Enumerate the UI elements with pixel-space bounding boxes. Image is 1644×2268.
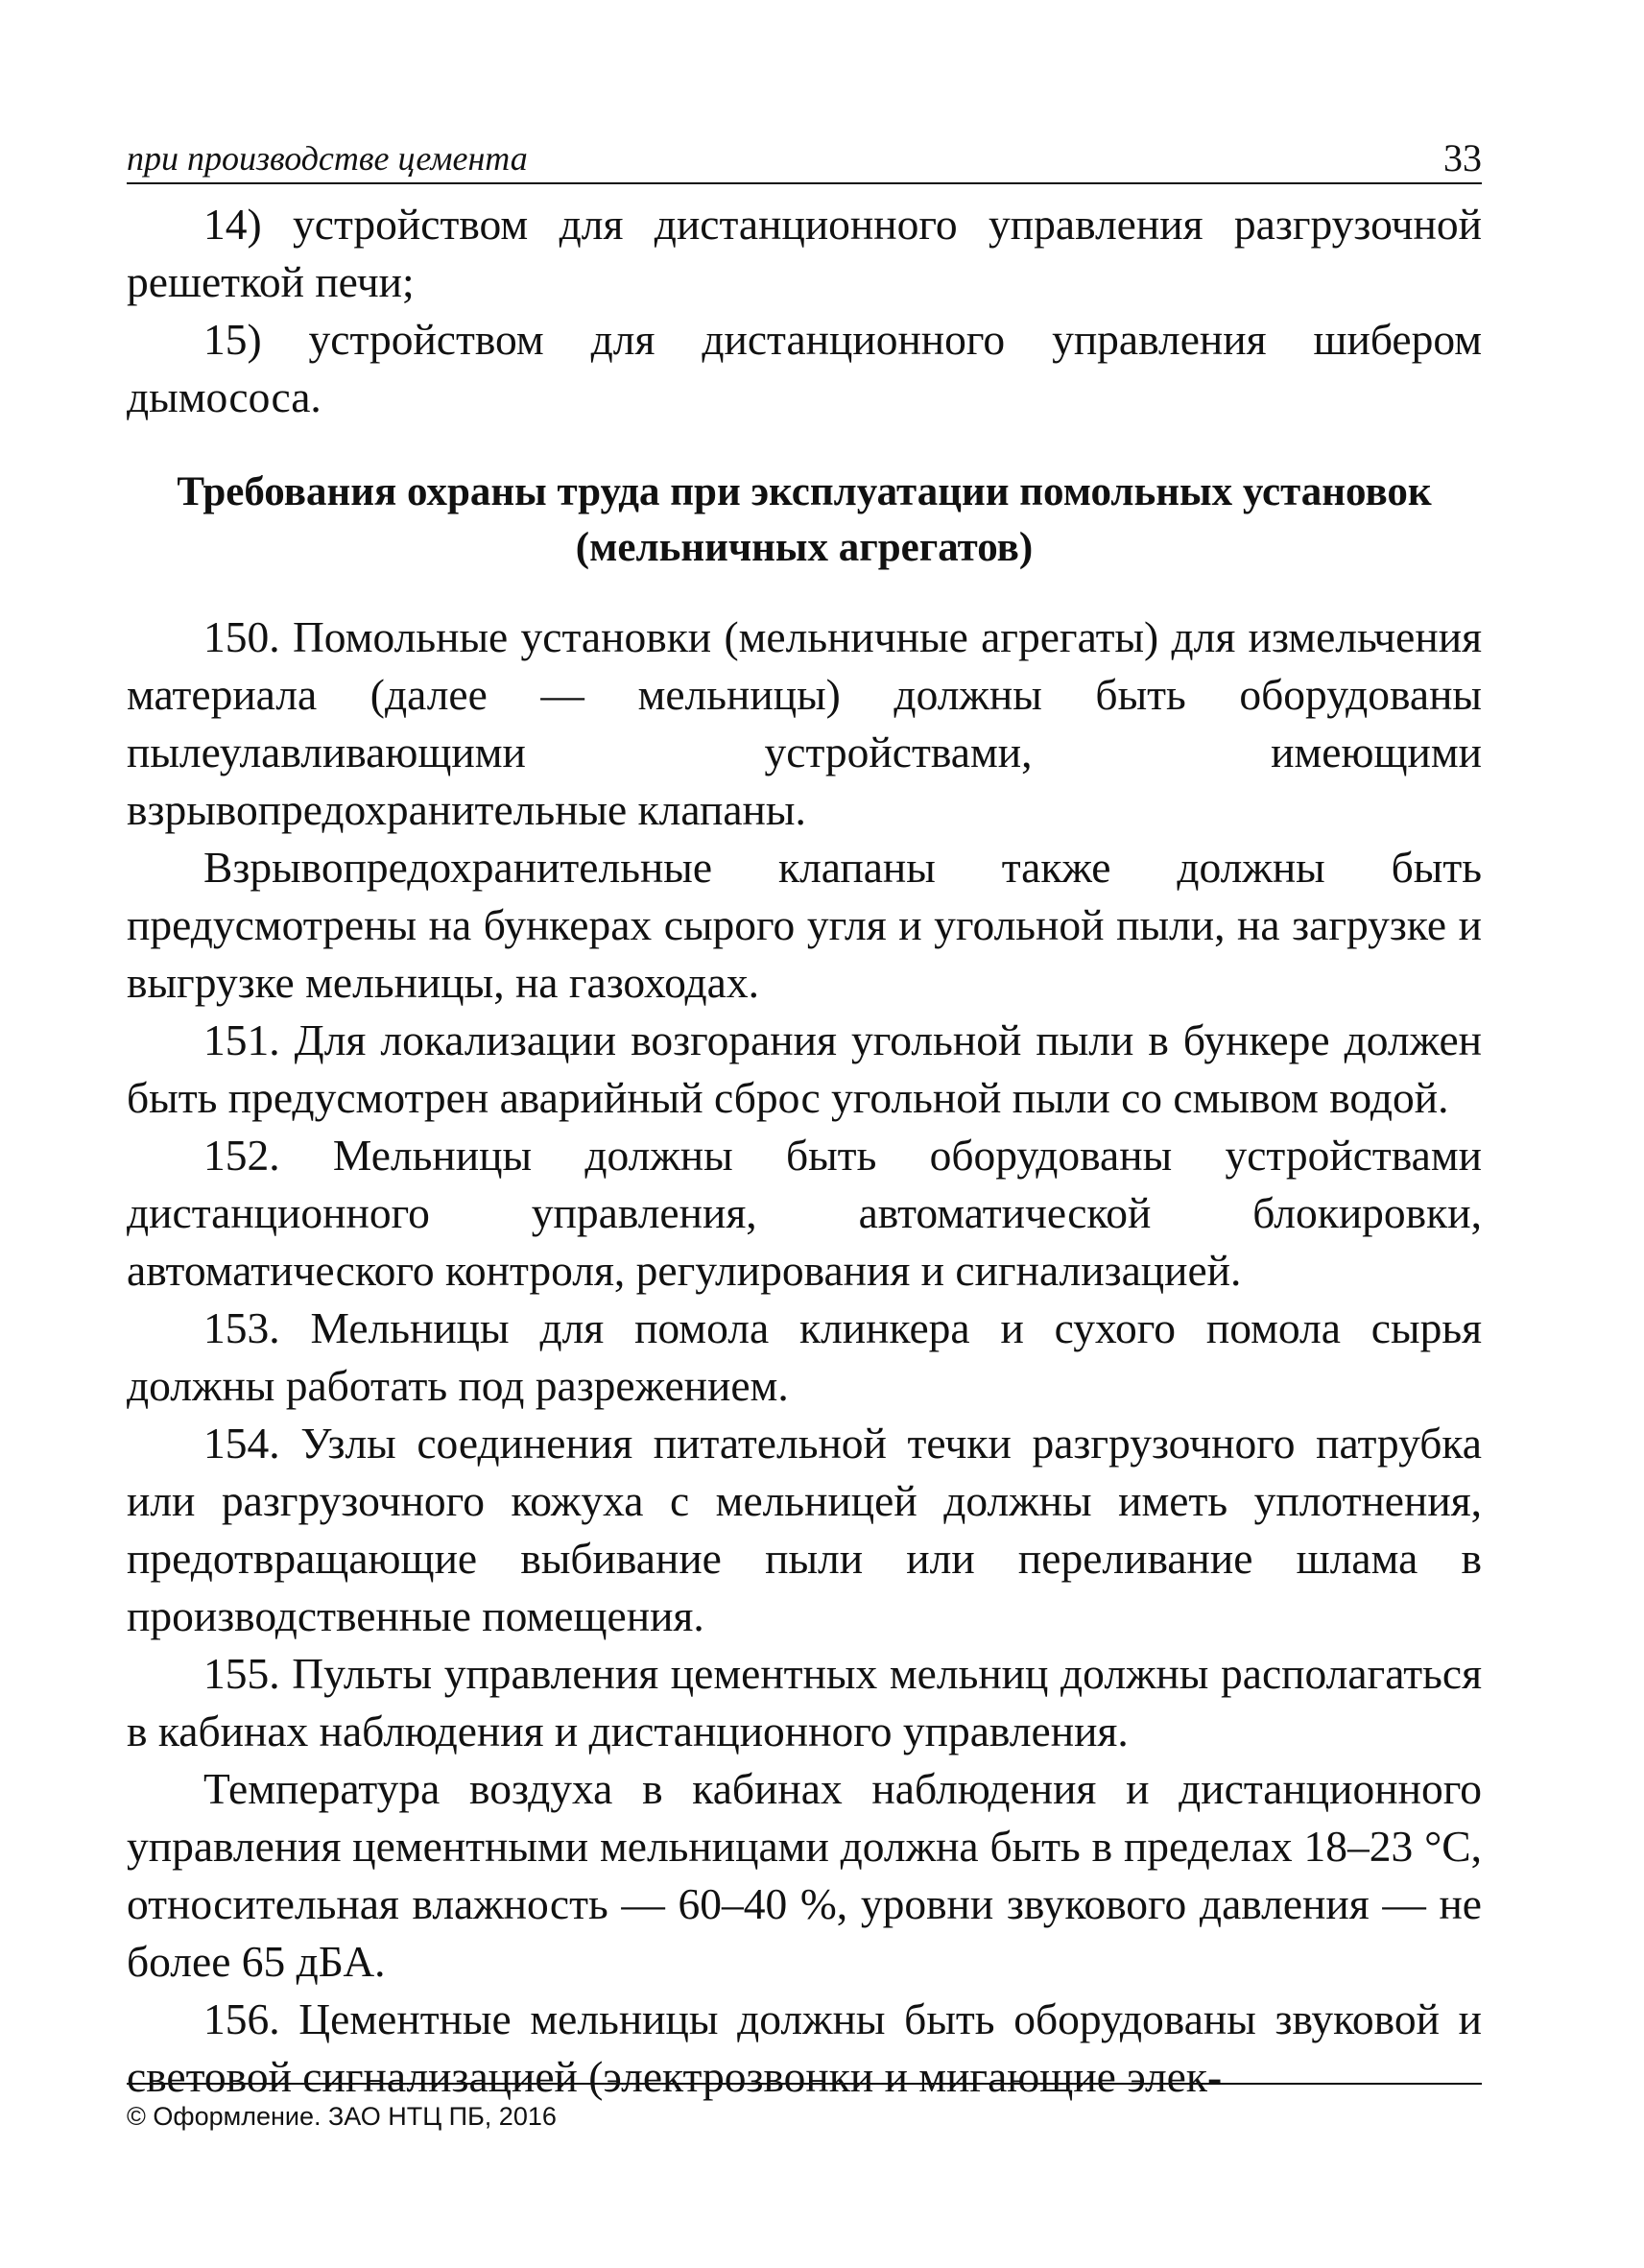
paragraph-153: 153. Мельницы для помола клинкера и сухого помола сырья должны работать под разрежением. <box>127 1303 1482 1410</box>
section-heading <box>127 465 1482 576</box>
paragraph-150: 150. Помольные установки (мельничные агрегаты) для измельчения материала (далее — мельницы) должны быть оборудованы пылеулавливающими устройствами, имеющими взрывопредохранительные клапаны. <box>127 612 1482 834</box>
section-heading-line-2: (мельничных агрегатов) <box>575 525 1034 570</box>
paragraph-156: 156. Цементные мельницы должны быть оборудованы звуковой и световой сигнализацией (электрозвонки и мигающие элек- <box>127 1994 1482 2101</box>
paragraph-item-15: 15) устройством для дистанционного управления шибером дымососа. <box>127 315 1482 421</box>
running-title: при производстве цемента <box>127 139 528 178</box>
running-header <box>127 125 1482 184</box>
page-footer <box>127 2083 1482 2132</box>
paragraph-item-14: 14) устройством для дистанционного управления разгрузочной решеткой печи; <box>127 200 1482 306</box>
page-number: 33 <box>1443 136 1482 179</box>
paragraph-154: 154. Узлы соединения питательной течки разгрузочного патрубка или разгрузочного кожуха с мельницей должны иметь уплотнения, предотвращающие выбивание пыли или переливание шлама в производственные помещения. <box>127 1419 1482 1640</box>
body-text <box>127 196 1482 2106</box>
section-heading-line-1: Требования охраны труда при эксплуатации помольных установок <box>177 469 1432 514</box>
paragraph-155-continued: Температура воздуха в кабинах наблюдения и дистанционного управления цементными мельницами должна быть в пределах 18–23 °С, относительная влажность — 60–40 %, уровни звукового давления — не более 65 дБА. <box>127 1764 1482 1986</box>
paragraph-155: 155. Пульты управления цементных мельниц должны располагаться в кабинах наблюдения и дистанционного управления. <box>127 1649 1482 1755</box>
paragraph-152: 152. Мельницы должны быть оборудованы устройствами дистанционного управления, автоматической блокировки, автоматического контроля, регулирования и сигнализацией. <box>127 1131 1482 1295</box>
document-page <box>127 125 1482 2188</box>
copyright-notice: © Оформление. ЗАО НТЦ ПБ, 2016 <box>127 2102 557 2131</box>
paragraph-150-continued: Взрывопредохранительные клапаны также должны быть предусмотрены на бункерах сырого угля и угольной пыли, на загрузке и выгрузке мельницы, на газоходах. <box>127 843 1482 1007</box>
paragraph-151: 151. Для локализации возгорания угольной пыли в бункере должен быть предусмотрен аварийный сброс угольной пыли со смывом водой. <box>127 1015 1482 1122</box>
